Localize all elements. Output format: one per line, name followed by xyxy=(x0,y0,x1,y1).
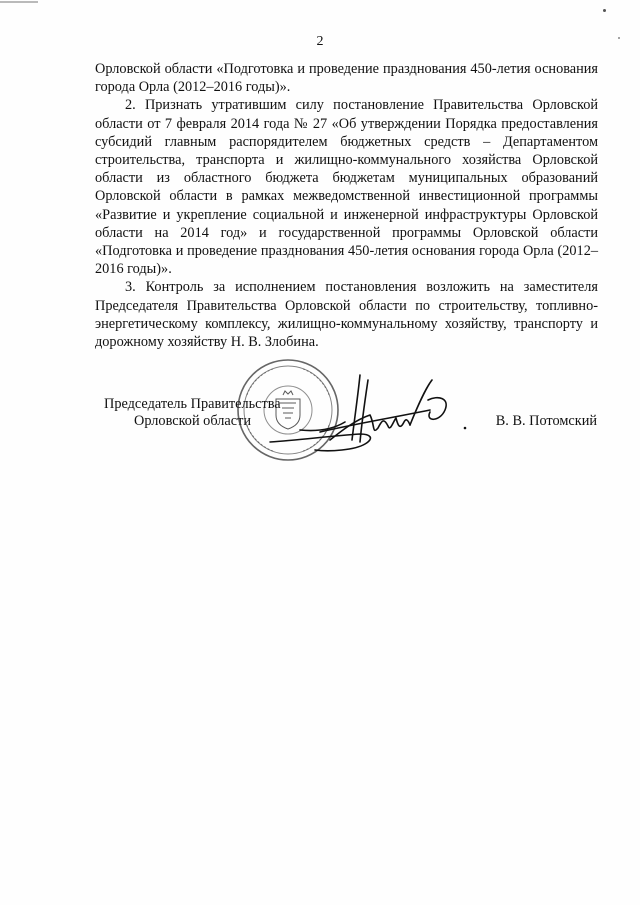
page-number: 2 xyxy=(316,34,324,49)
signatory-title-line2: Орловской области xyxy=(134,413,251,429)
paragraph-item-3: 3. Контроль за исполнением постановления возложить на заместителя Председателя Правительства Орловской области по строительству, топливно-энергетическому комплексу, жилищно-коммунальному хозяйству, транспорту и дорожному хозяйству Н. В. Злобина. xyxy=(95,279,598,351)
paragraph-item-2: 2. Признать утратившим силу постановление Правительства Орловской области от 7 февраля 2014 года № 27 «Об утверждении Порядка предоставления субсидий главным распорядителем бюджетных средств – Департаментом строительства, транспорта и жилищно-коммунального хозяйства Орловской области из областного бюджета бюджетам муниципальных образований Орловской области в рамках межведомственной инвестиционной программы «Развитие и укрепление социальной и инженерной инфраструктуры Орловской области на 2014 год» и государственной программы Орловской области «Подготовка и проведение празднования 450-летия основания города Орла (2012–2016 годы)». xyxy=(95,97,598,278)
handwritten-signature xyxy=(260,370,480,460)
paragraph-continuation: Орловской области «Подготовка и проведение празднования 450-летия основания города Орла (2012–2016 годы)». xyxy=(95,61,598,96)
signatory-title-line1: Председатель Правительства xyxy=(104,396,281,412)
signatory-name: В. В. Потомский xyxy=(495,413,597,429)
